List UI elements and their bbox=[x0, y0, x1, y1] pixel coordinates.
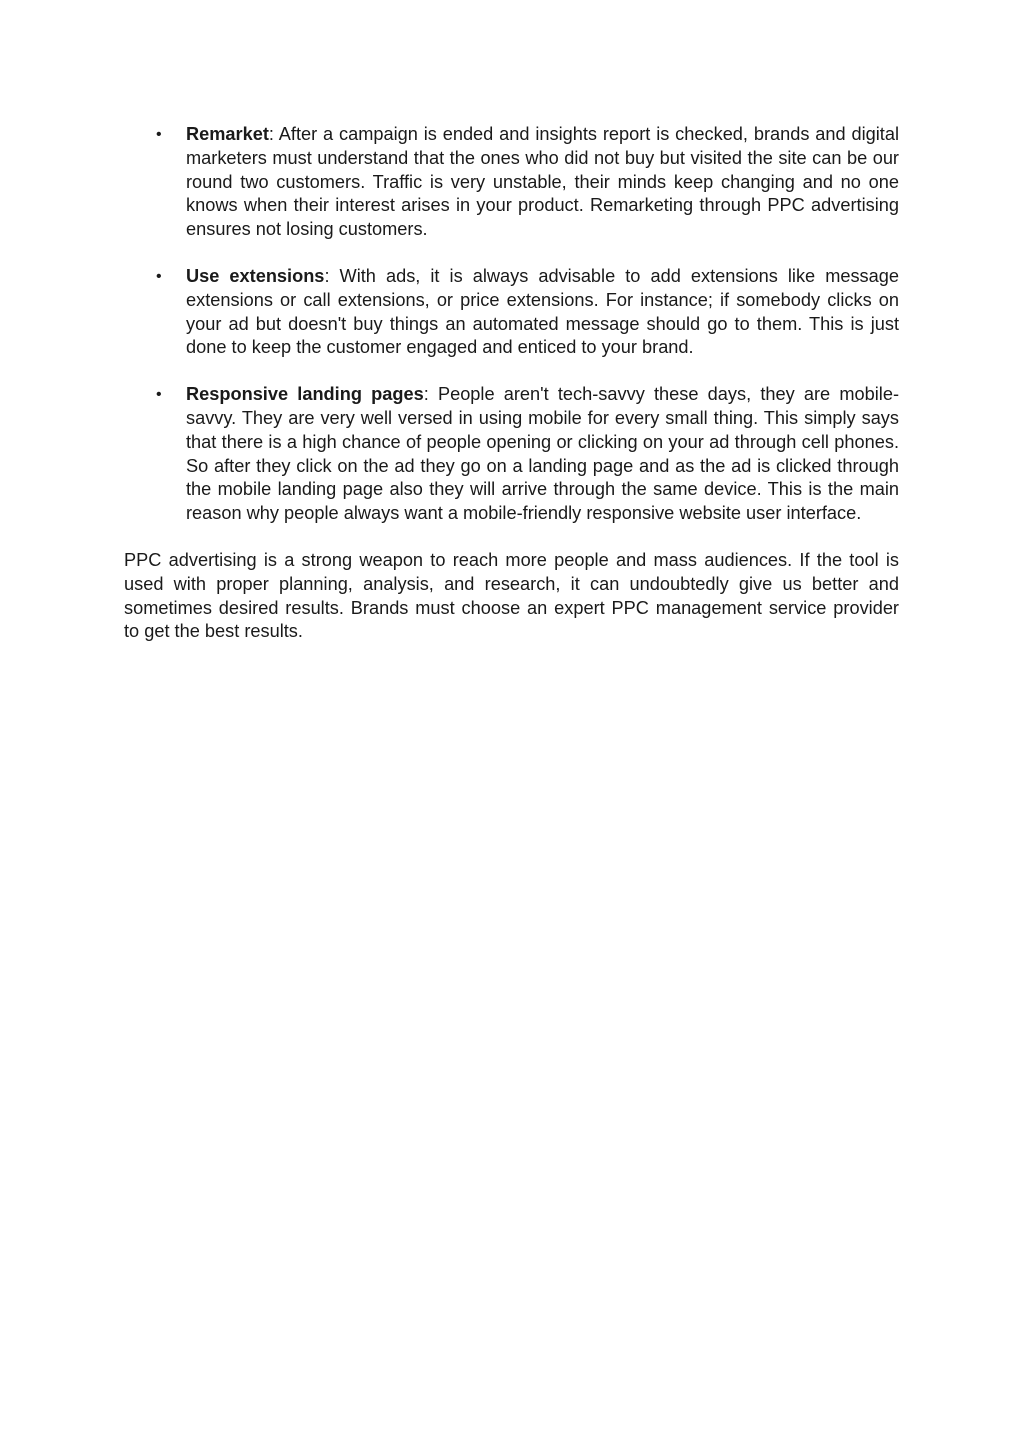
bullet-term: Responsive landing pages bbox=[186, 384, 424, 405]
bullet-text: : With ads, it is always advisable to add extensions like message extensions or call extensions, or price extensions. For instance; if somebody clicks on your ad but doesn't buy things an automated message should go to them. This is just done to keep the customer engaged and enticed to your brand. bbox=[186, 265, 899, 358]
bullet-icon: • bbox=[156, 386, 162, 404]
bullet-icon: • bbox=[156, 126, 162, 143]
closing-paragraph: PPC advertising is a strong weapon to reach more people and mass audiences. If the tool is used with proper planning, analysis, and research, it can undoubtedly give us better and sometimes desired results. Brands must choose an expert PPC management service provider to get the best results. bbox=[124, 549, 899, 642]
bullet-item-responsive-landing-pages bbox=[124, 383, 899, 526]
bullet-term: Remarket bbox=[186, 124, 269, 144]
bullet-term: Use extensions bbox=[186, 265, 325, 286]
bullet-icon: • bbox=[156, 267, 162, 285]
bullet-item-remarket bbox=[124, 123, 899, 242]
page-content bbox=[124, 123, 899, 644]
bullet-item-use-extensions bbox=[124, 265, 899, 360]
bullet-text: : People aren't tech-savvy these days, they are mobile-savvy. They are very well versed in using mobile for every small thing. This simply says that there is a high chance of people opening or clicking on your ad through cell phones. So after they click on the ad they go on a landing page and as the ad is clicked through the mobile landing page also they will arrive through the same device. This is the main reason why people always want a mobile-friendly responsive website user interface. bbox=[186, 384, 899, 524]
tips-bullet-list bbox=[124, 123, 899, 526]
bullet-text: : After a campaign is ended and insights report is checked, brands and digital marketers must understand that the ones who did not buy but visited the site can be our round two customers. Traffic is very unstable, their minds keep changing and no one knows when their interest arises in your product. Remarketing through PPC advertising ensures not losing customers. bbox=[186, 124, 899, 240]
